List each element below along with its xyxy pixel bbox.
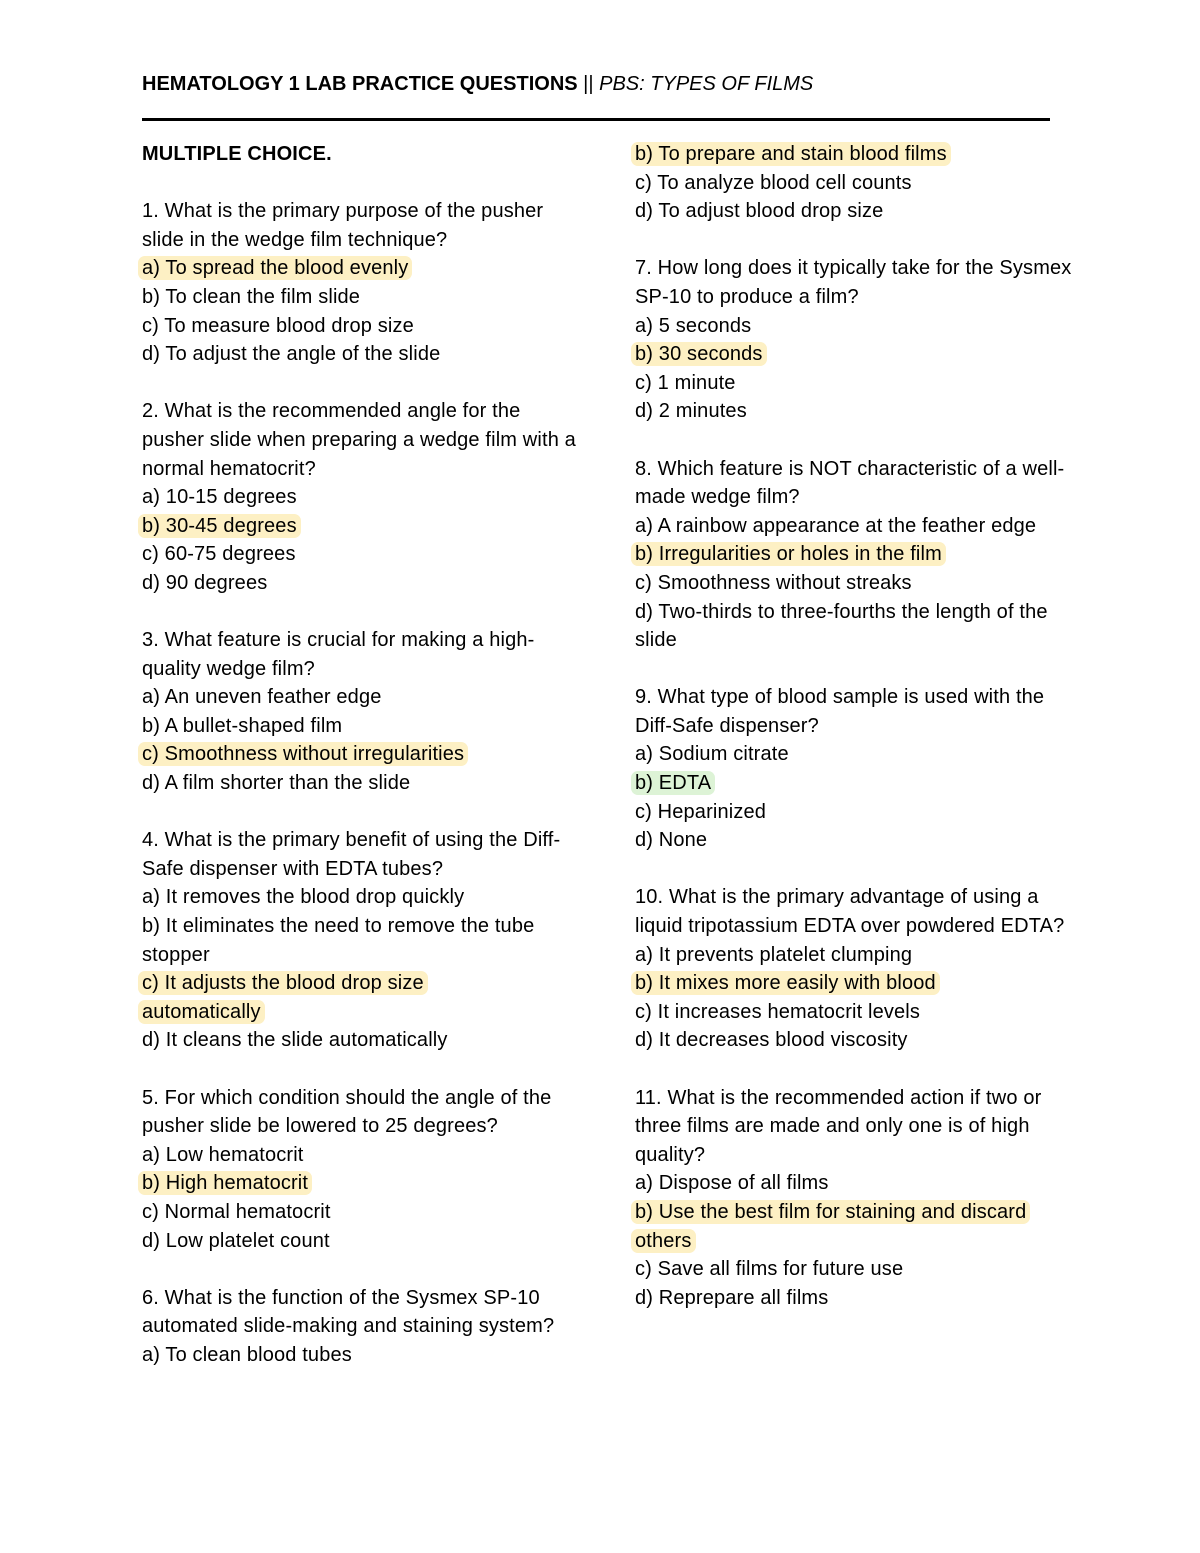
question-text: 4. What is the primary benefit of using the Diff-Safe dispenser with EDTA tubes? — [142, 829, 561, 880]
question-text: 1. What is the primary purpose of the pusher slide in the wedge film technique? — [142, 200, 544, 251]
question-6-continued — [635, 140, 1075, 226]
question-text: 10. What is the primary advantage of using a liquid tripotassium EDTA over powdered EDTA? — [635, 886, 1065, 938]
answer-option: c) Smoothness without streaks — [635, 571, 912, 594]
answer-option: d) Low platelet count — [142, 1229, 330, 1252]
answer-option — [635, 340, 1075, 369]
correct-answer-highlight: b) To prepare and stain blood films — [631, 142, 951, 166]
question-7 — [635, 254, 1075, 426]
answer-option — [142, 1169, 582, 1198]
document-header — [142, 70, 813, 98]
answer-option: d) None — [635, 829, 708, 852]
question-text: 3. What feature is crucial for making a high-quality wedge film? — [142, 629, 535, 680]
correct-answer-highlight: a) To spread the blood evenly — [138, 256, 412, 280]
answer-option: a) It prevents platelet clumping — [635, 943, 913, 966]
answer-option: a) Dispose of all films — [635, 1172, 829, 1195]
answer-option: b) A bullet-shaped film — [142, 714, 343, 737]
answer-option — [635, 969, 1075, 998]
question-6 — [142, 1284, 582, 1370]
header-divider — [142, 118, 1050, 121]
question-text: 5. For which condition should the angle of the pusher slide be lowered to 25 degrees? — [142, 1086, 552, 1138]
left-column — [142, 140, 582, 1398]
answer-option — [142, 254, 582, 283]
question-text: 8. Which feature is NOT characteristic of a well-made wedge film? — [635, 457, 1065, 509]
answer-option — [635, 540, 1075, 569]
answer-option — [635, 140, 1075, 169]
correct-answer-highlight: b) High hematocrit — [138, 1171, 312, 1195]
right-column — [635, 140, 1075, 1341]
question-10 — [635, 883, 1075, 1055]
question-11 — [635, 1084, 1075, 1313]
answer-option: d) 2 minutes — [635, 400, 747, 423]
section-title: MULTIPLE CHOICE. — [142, 143, 332, 165]
correct-answer-highlight: c) It adjusts the blood drop size automatically — [138, 971, 428, 1024]
answer-option: d) To adjust the angle of the slide — [142, 343, 441, 366]
correct-answer-highlight: c) Smoothness without irregularities — [138, 742, 468, 766]
answer-option: a) Sodium citrate — [635, 743, 789, 766]
answer-option: d) 90 degrees — [142, 571, 268, 594]
question-2 — [142, 397, 582, 597]
answer-option: b) To clean the film slide — [142, 285, 361, 308]
question-text: 6. What is the function of the Sysmex SP-10 automated slide-making and staining system? — [142, 1286, 555, 1338]
correct-answer-highlight: b) 30-45 degrees — [138, 514, 301, 538]
answer-option: c) 60-75 degrees — [142, 543, 296, 566]
document-title: HEMATOLOGY 1 LAB PRACTICE QUESTIONS — [142, 73, 578, 95]
answer-option: c) Normal hematocrit — [142, 1200, 331, 1223]
answer-option: a) It removes the blood drop quickly — [142, 886, 465, 909]
answer-option — [142, 969, 582, 1026]
correct-answer-highlight: b) Use the best film for staining and discard others — [631, 1200, 1030, 1253]
answer-option: a) 10-15 degrees — [142, 486, 297, 509]
answer-option: b) It eliminates the need to remove the tube stopper — [142, 915, 535, 966]
answer-option: c) To analyze blood cell counts — [635, 171, 912, 194]
answer-option: d) Two-thirds to three-fourths the length of the slide — [635, 600, 1048, 652]
answer-option: c) Heparinized — [635, 800, 767, 823]
answer-option: d) Reprepare all films — [635, 1286, 829, 1309]
answer-option — [142, 740, 582, 769]
answer-option: a) 5 seconds — [635, 314, 752, 337]
title-separator: || — [577, 73, 600, 95]
correct-answer-highlight: b) 30 seconds — [631, 342, 767, 366]
answer-option: d) It cleans the slide automatically — [142, 1029, 448, 1052]
document-subtitle: PBS: TYPES OF FILMS — [599, 73, 814, 95]
answer-option: a) An uneven feather edge — [142, 686, 382, 709]
answer-option: a) Low hematocrit — [142, 1143, 304, 1166]
correct-answer-highlight: b) Irregularities or holes in the film — [631, 542, 946, 566]
answer-option: a) To clean blood tubes — [142, 1343, 352, 1366]
answer-option: a) A rainbow appearance at the feather edge — [635, 514, 1037, 537]
answer-option — [635, 1198, 1075, 1255]
correct-answer-highlight: b) It mixes more easily with blood — [631, 971, 940, 995]
answer-option: c) Save all films for future use — [635, 1258, 904, 1281]
question-text: 7. How long does it typically take for the Sysmex SP-10 to produce a film? — [635, 257, 1072, 308]
answer-option — [635, 769, 1075, 798]
question-8 — [635, 455, 1075, 655]
answer-option: c) To measure blood drop size — [142, 314, 414, 337]
alt-answer-highlight: b) EDTA — [631, 771, 715, 795]
question-4 — [142, 826, 582, 1055]
question-9 — [635, 683, 1075, 855]
answer-option: d) To adjust blood drop size — [635, 200, 884, 223]
answer-option: d) It decreases blood viscosity — [635, 1029, 908, 1052]
question-3 — [142, 626, 582, 798]
answer-option: c) 1 minute — [635, 371, 736, 394]
answer-option: d) A film shorter than the slide — [142, 772, 411, 795]
answer-option — [142, 512, 582, 541]
question-text: 9. What type of blood sample is used with the Diff-Safe dispenser? — [635, 686, 1045, 737]
question-5 — [142, 1084, 582, 1256]
question-text: 2. What is the recommended angle for the pusher slide when preparing a wedge film with a normal hematocrit? — [142, 400, 576, 480]
question-1 — [142, 197, 582, 369]
question-text: 11. What is the recommended action if two or three films are made and only one is of high quality? — [635, 1086, 1042, 1166]
answer-option: c) It increases hematocrit levels — [635, 1000, 921, 1023]
